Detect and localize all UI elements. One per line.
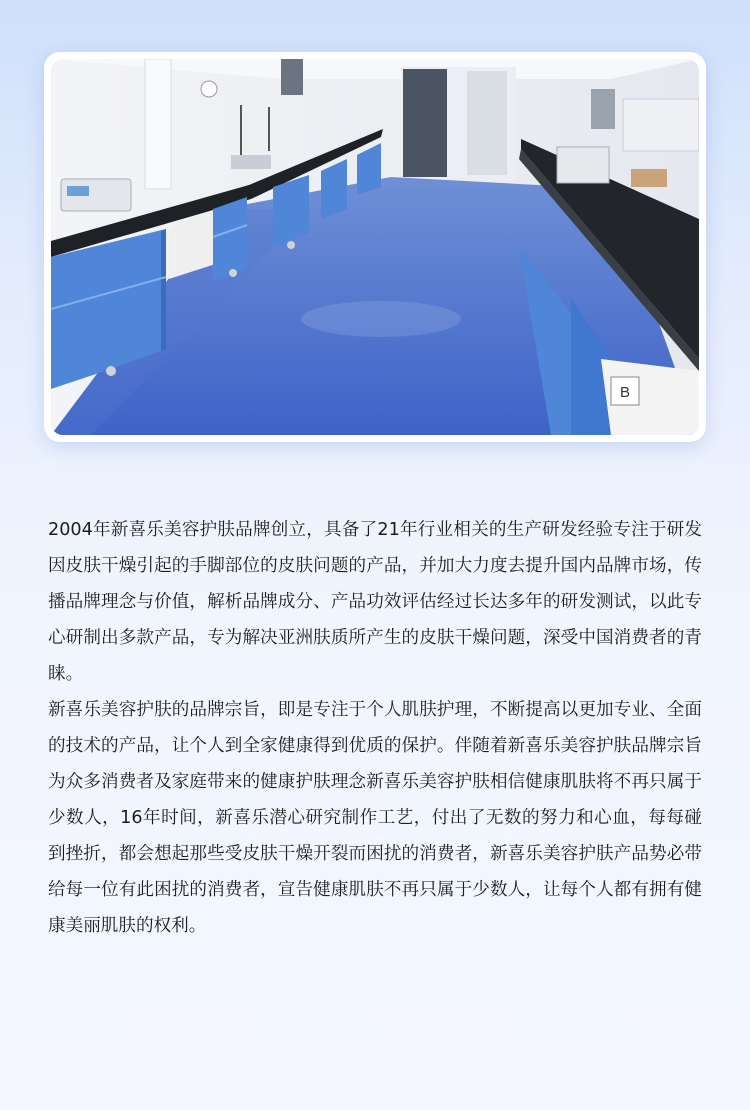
- article-body: [48, 512, 702, 944]
- cabinet-label: B: [619, 384, 631, 401]
- top-decoration: [140, 0, 610, 6]
- article-paragraph-2: 新喜乐美容护肤的品牌宗旨，即是专注于个人肌肤护理，不断提高以更加专业、全面的技术的产品，让个人到全家健康得到优质的保护。伴随着新喜乐美容护肤品牌宗旨为众多消费者及家庭带来的健康护肤理念新喜乐美容护肤相信健康肌肤将不再只属于少数人，16年时间，新喜乐潜心研究制作工艺，付出了无数的努力和心血，每每碰到挫折，都会想起那些受皮肤干燥开裂而困扰的消费者，新喜乐美容护肤产品势必带给每一位有此困扰的消费者，宣告健康肌肤不再只属于少数人，让每个人都有拥有健康美丽肌肤的权利。: [48, 700, 702, 936]
- back-door: [403, 69, 447, 177]
- photo-frame: [44, 52, 706, 442]
- article-paragraph-1: 2004年新喜乐美容护肤品牌创立，具备了21年行业相关的生产研发经验专注于研发因皮肤干燥引起的手脚部位的皮肤问题的产品，并加大力度去提升国内品牌市场，传播品牌理念与价值，解析品牌成分、产品功效评估经过长达多年的研发测试，以此专心研制出多款产品，专为解决亚洲肤质所产生的皮肤干燥问题，深受中国消费者的青睐。: [48, 520, 702, 684]
- laboratory-photo: [51, 59, 699, 435]
- laboratory-illustration: [51, 59, 699, 435]
